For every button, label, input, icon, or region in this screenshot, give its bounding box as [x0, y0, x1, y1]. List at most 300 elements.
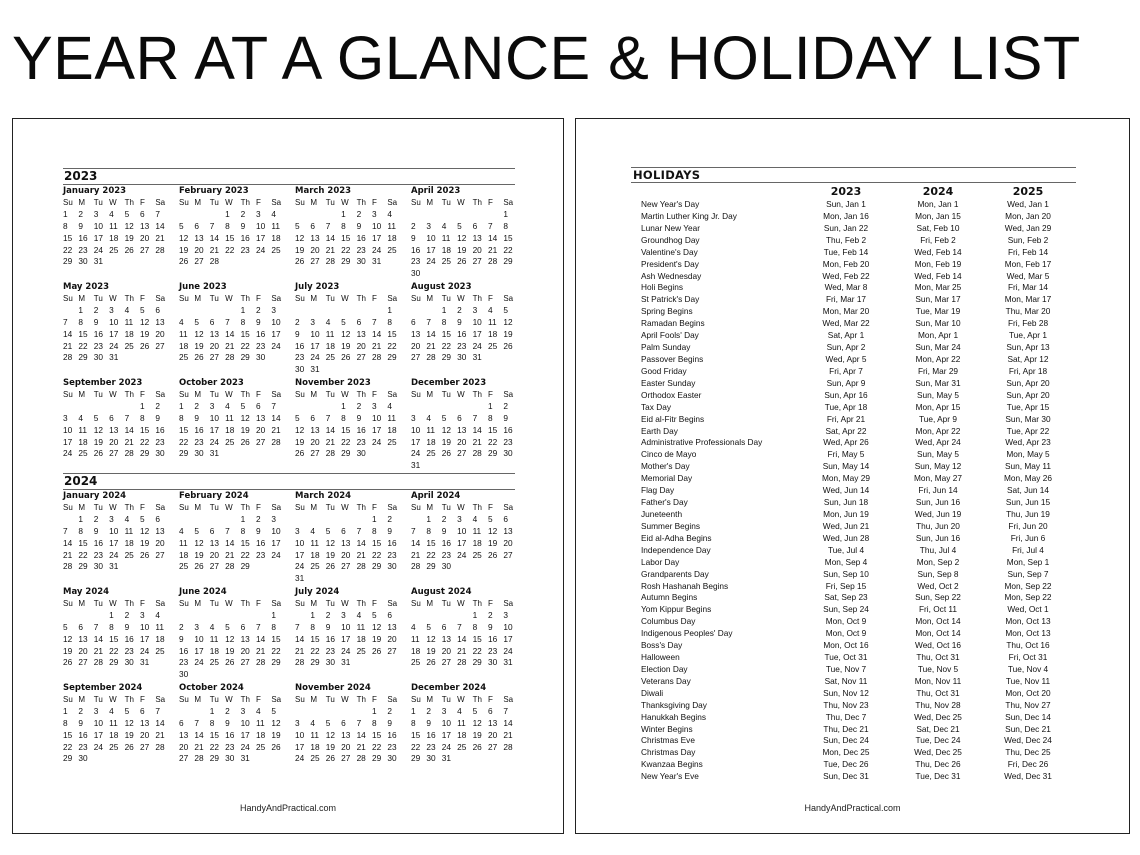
week-row — [179, 305, 287, 317]
week-row — [411, 742, 519, 754]
week-row — [411, 437, 519, 449]
day-number: 8 — [441, 316, 447, 327]
day-number: 4 — [209, 621, 215, 632]
day-number: 21 — [295, 645, 305, 656]
day-number — [295, 706, 310, 718]
weekday-label: F — [371, 390, 377, 399]
holiday-name: Cinco de Mayo — [641, 449, 697, 460]
week-row — [63, 718, 171, 730]
day-number: 9 — [356, 412, 362, 423]
day-number: 23 — [255, 549, 266, 560]
weekday-label: W — [109, 390, 117, 399]
weekday-header — [179, 694, 287, 706]
day-number: 23 — [155, 436, 165, 447]
day-number: 13 — [441, 633, 452, 644]
day-number — [488, 268, 503, 280]
month-calendar — [411, 586, 519, 669]
day-number: 8 — [310, 621, 316, 632]
weekday-label: Th — [240, 695, 250, 704]
week-row — [295, 364, 403, 376]
day-number: 7 — [255, 621, 261, 632]
day-number: 3 — [503, 609, 508, 620]
day-number: 21 — [487, 244, 498, 255]
week-row — [63, 646, 171, 658]
day-number: 6 — [194, 220, 200, 231]
day-number — [426, 305, 441, 317]
week-row — [295, 718, 403, 730]
day-number: 17 — [411, 436, 421, 447]
day-number — [503, 753, 518, 765]
day-number: 5 — [194, 525, 200, 536]
holiday-name: Thanksgiving Day — [641, 699, 707, 710]
holiday-date: Mon, Apr 15 — [915, 401, 961, 412]
day-number: 1 — [78, 513, 84, 524]
weekday-label: M — [426, 599, 434, 608]
week-row — [295, 634, 403, 646]
holiday-date: Wed, Dec 25 — [914, 711, 962, 722]
day-number: 19 — [194, 549, 204, 560]
weekday-label: Sa — [387, 503, 398, 512]
day-number: 26 — [194, 352, 204, 363]
weekday-label: Sa — [271, 503, 282, 512]
day-number: 12 — [179, 232, 189, 243]
day-number: 11 — [356, 621, 366, 632]
day-number: 20 — [472, 244, 482, 255]
day-number: 4 — [387, 208, 392, 219]
day-number: 10 — [209, 412, 220, 423]
month-name: August 2023 — [411, 282, 472, 292]
month-name: July 2023 — [295, 282, 340, 292]
day-number: 12 — [139, 525, 150, 536]
day-number: 24 — [310, 352, 320, 363]
day-number — [411, 610, 426, 622]
weekday-label: Tu — [209, 294, 219, 303]
holiday-date: Wed, Apr 26 — [823, 437, 869, 448]
weekday-label: W — [341, 503, 349, 512]
month-name: June 2024 — [179, 587, 227, 597]
day-number: 12 — [93, 424, 104, 435]
weekday-label: Su — [411, 503, 421, 512]
holiday-row — [576, 664, 1129, 676]
holiday-date: Sun, Sep 8 — [917, 568, 959, 579]
day-number: 13 — [487, 717, 498, 728]
holiday-date: Sun, Mar 10 — [915, 318, 961, 329]
day-number: 2 — [295, 316, 300, 327]
day-number: 11 — [155, 621, 164, 632]
day-number — [457, 268, 472, 280]
holiday-name: Eid al-Adha Begins — [641, 532, 712, 543]
holiday-date: Sun, Apr 20 — [1006, 377, 1050, 388]
day-number: 11 — [124, 316, 134, 327]
week-row — [295, 753, 403, 765]
weekday-label: Su — [295, 503, 305, 512]
day-number — [372, 657, 387, 669]
day-number: 21 — [325, 436, 336, 447]
day-number: 22 — [240, 549, 250, 560]
day-number: 7 — [411, 525, 416, 536]
holiday-name: Boss's Day — [641, 640, 683, 651]
weekday-label: Sa — [387, 294, 398, 303]
week-row — [411, 646, 519, 658]
day-number: 17 — [371, 232, 382, 243]
holiday-name: President's Day — [641, 258, 699, 269]
holiday-date: Sat, Apr 12 — [1007, 353, 1049, 364]
weekday-label: W — [341, 294, 349, 303]
day-number: 25 — [426, 448, 436, 459]
day-number: 10 — [271, 525, 281, 536]
holiday-name: New Year's Day — [641, 199, 700, 209]
day-number: 9 — [124, 621, 130, 632]
day-number: 25 — [387, 244, 397, 255]
weekday-label: Sa — [387, 198, 398, 207]
weekday-label: Th — [240, 390, 250, 399]
day-number — [457, 401, 472, 413]
day-number: 8 — [240, 316, 246, 327]
holiday-row — [576, 223, 1129, 235]
day-number: 16 — [387, 729, 397, 740]
day-number: 8 — [426, 525, 432, 536]
week-row — [411, 352, 519, 364]
day-number: 16 — [194, 424, 204, 435]
day-number: 26 — [503, 340, 513, 351]
day-number: 25 — [457, 741, 467, 752]
day-number — [503, 352, 518, 364]
holiday-date: Fri, Jun 14 — [918, 485, 958, 496]
day-number: 31 — [441, 753, 452, 764]
holiday-date: Wed, Oct 2 — [917, 580, 959, 591]
day-number: 11 — [441, 232, 451, 243]
holiday-name: Veterans Day — [641, 675, 691, 686]
holiday-date: Fri, Feb 14 — [1007, 246, 1049, 257]
day-number: 5 — [441, 412, 447, 423]
holiday-date: Mon, Jan 1 — [917, 199, 959, 209]
weekday-label: M — [310, 294, 318, 303]
holiday-name: Kwanzaa Begins — [641, 759, 703, 770]
day-number: 30 — [78, 753, 88, 764]
day-number: 16 — [457, 328, 467, 339]
day-number: 10 — [426, 232, 436, 243]
day-number: 15 — [240, 328, 250, 339]
weekday-header — [63, 502, 171, 514]
day-number: 8 — [503, 220, 508, 231]
day-number: 10 — [310, 328, 320, 339]
holiday-date: Wed, Apr 23 — [1005, 437, 1051, 448]
day-number: 30 — [356, 448, 366, 459]
day-number: 4 — [155, 609, 160, 620]
day-number: 16 — [255, 537, 266, 548]
week-row — [411, 256, 519, 268]
week-row — [295, 538, 403, 550]
month-calendar — [63, 281, 171, 364]
weekday-label: F — [371, 503, 377, 512]
holiday-date: Wed, Dec 25 — [914, 747, 962, 758]
day-number — [457, 209, 472, 221]
day-number: 10 — [472, 316, 482, 327]
day-number: 29 — [411, 753, 421, 764]
week-row — [63, 622, 171, 634]
day-number: 17 — [63, 436, 73, 447]
day-number — [357, 514, 372, 526]
day-number: 2 — [457, 304, 462, 315]
weekday-header — [179, 389, 287, 401]
weekday-label: Th — [124, 599, 134, 608]
month-name: April 2023 — [411, 186, 461, 196]
week-row — [179, 221, 287, 233]
weekday-label: Tu — [441, 294, 451, 303]
day-number: 14 — [487, 232, 498, 243]
day-number: 7 — [295, 621, 300, 632]
weekday-label: M — [78, 294, 86, 303]
holiday-name: Father's Day — [641, 497, 688, 508]
week-row — [63, 437, 171, 449]
day-number: 25 — [411, 657, 421, 668]
week-row — [411, 448, 519, 460]
week-row — [295, 317, 403, 329]
day-number — [326, 706, 341, 718]
holiday-row — [576, 557, 1129, 569]
holiday-date: Sun, Mar 17 — [915, 294, 961, 305]
day-number — [241, 256, 256, 268]
week-row — [295, 526, 403, 538]
week-row — [295, 437, 403, 449]
holiday-row — [576, 354, 1129, 366]
weekday-header — [295, 502, 403, 514]
day-number — [94, 753, 109, 765]
week-row — [179, 561, 287, 573]
week-row — [63, 233, 171, 245]
day-number: 20 — [194, 244, 204, 255]
week-row — [295, 425, 403, 437]
day-number — [387, 657, 402, 669]
weekday-label: Th — [124, 503, 134, 512]
day-number: 31 — [240, 753, 250, 764]
day-number: 29 — [441, 352, 452, 363]
holiday-date: Tue, Jul 4 — [827, 544, 865, 555]
holiday-date: Wed, Mar 8 — [824, 282, 868, 293]
day-number: 21 — [356, 549, 366, 560]
day-number: 12 — [124, 717, 134, 728]
day-number: 12 — [139, 316, 150, 327]
day-number — [271, 753, 286, 765]
day-number — [109, 753, 124, 765]
holiday-date: Fri, Dec 26 — [1007, 759, 1049, 770]
day-number: 28 — [209, 256, 220, 267]
day-number: 17 — [295, 549, 305, 560]
day-number: 8 — [371, 717, 377, 728]
day-number — [78, 610, 93, 622]
day-number — [442, 610, 457, 622]
weekday-label: M — [310, 390, 318, 399]
day-number: 3 — [371, 208, 377, 219]
week-row — [295, 352, 403, 364]
weekday-label: Th — [472, 198, 482, 207]
weekday-label: W — [341, 599, 349, 608]
day-number: 26 — [179, 256, 189, 267]
day-number: 15 — [341, 232, 351, 243]
day-number: 28 — [325, 256, 336, 267]
holiday-name: April Fools' Day — [641, 330, 699, 341]
day-number: 4 — [472, 513, 478, 524]
day-number: 2 — [240, 208, 246, 219]
day-number — [155, 561, 170, 573]
day-number — [442, 401, 457, 413]
day-number — [488, 209, 503, 221]
day-number: 9 — [78, 717, 84, 728]
day-number: 5 — [457, 220, 462, 231]
weekday-label: F — [255, 503, 261, 512]
day-number: 22 — [78, 340, 88, 351]
day-number: 18 — [78, 436, 88, 447]
day-number: 22 — [63, 741, 73, 752]
calendar-panel — [12, 118, 564, 834]
holiday-date: Mon, May 27 — [914, 473, 962, 484]
holiday-row — [576, 235, 1129, 247]
day-number: 12 — [295, 424, 305, 435]
year-column-header: 2024 — [922, 185, 954, 198]
day-number: 27 — [310, 256, 320, 267]
weekday-label: Tu — [325, 503, 335, 512]
weekday-label: Th — [356, 390, 366, 399]
holiday-date: Mon, May 29 — [822, 473, 870, 484]
holiday-date: Mon, Feb 20 — [822, 258, 870, 269]
weekday-header — [63, 598, 171, 610]
day-number: 12 — [225, 633, 235, 644]
holiday-date: Tue, Nov 5 — [917, 663, 959, 674]
day-number: 11 — [472, 525, 482, 536]
day-number — [256, 669, 271, 681]
day-number: 23 — [387, 741, 397, 752]
day-number: 3 — [411, 412, 416, 423]
holiday-row — [576, 759, 1129, 771]
day-number: 7 — [271, 400, 276, 411]
weekday-label: Th — [240, 503, 250, 512]
day-number: 24 — [271, 340, 281, 351]
week-row — [179, 329, 287, 341]
weekday-label: Tu — [325, 294, 335, 303]
day-number: 4 — [426, 412, 432, 423]
day-number: 28 — [63, 561, 73, 572]
weekday-label: W — [109, 503, 117, 512]
day-number — [225, 514, 240, 526]
day-number: 10 — [295, 537, 305, 548]
day-number: 25 — [109, 741, 119, 752]
day-number: 16 — [124, 633, 134, 644]
holiday-date: Fri, Apr 21 — [826, 413, 866, 424]
day-number: 8 — [179, 412, 184, 423]
week-row — [63, 425, 171, 437]
week-row — [63, 448, 171, 460]
day-number: 27 — [209, 561, 220, 572]
day-number: 1 — [78, 304, 84, 315]
day-number — [210, 669, 225, 681]
day-number: 7 — [356, 717, 362, 728]
day-number — [488, 460, 503, 472]
day-number — [326, 401, 341, 413]
day-number: 11 — [124, 525, 134, 536]
holiday-date: Fri, May 5 — [827, 449, 865, 460]
weekday-label: Th — [356, 294, 366, 303]
day-number: 21 — [356, 741, 366, 752]
day-number: 21 — [155, 729, 165, 740]
weekday-header — [295, 389, 403, 401]
day-number: 8 — [78, 316, 84, 327]
holiday-date: Sun, Jan 22 — [823, 222, 869, 233]
day-number: 10 — [457, 525, 467, 536]
week-row — [295, 657, 403, 669]
holiday-name: St Patrick's Day — [641, 294, 700, 305]
day-number: 1 — [426, 513, 432, 524]
day-number: 5 — [139, 304, 145, 315]
day-number: 31 — [310, 364, 320, 375]
weekday-label: F — [487, 695, 493, 704]
week-row — [295, 514, 403, 526]
day-number: 25 — [356, 645, 366, 656]
day-number: 19 — [179, 244, 189, 255]
day-number: 12 — [487, 525, 498, 536]
day-number: 15 — [78, 328, 88, 339]
holiday-date: Wed, Feb 14 — [914, 270, 962, 281]
day-number — [225, 669, 240, 681]
day-number: 21 — [63, 549, 73, 560]
day-number: 11 — [426, 424, 436, 435]
day-number: 24 — [503, 645, 513, 656]
day-number: 22 — [240, 340, 250, 351]
day-number: 14 — [155, 717, 165, 728]
day-number: 4 — [179, 525, 184, 536]
day-number: 23 — [93, 549, 104, 560]
weekday-label: Sa — [503, 599, 514, 608]
holiday-date: Tue, Apr 22 — [1006, 425, 1050, 436]
day-number: 30 — [411, 268, 421, 279]
day-number: 14 — [63, 537, 73, 548]
day-number: 2 — [179, 621, 184, 632]
day-number: 27 — [194, 256, 204, 267]
day-number — [310, 573, 325, 585]
weekday-label: F — [139, 390, 145, 399]
day-number: 7 — [155, 705, 160, 716]
holiday-name: Rosh Hashanah Begins — [641, 580, 729, 591]
holiday-name: Columbus Day — [641, 616, 696, 627]
day-number: 25 — [387, 436, 397, 447]
week-row — [63, 706, 171, 718]
week-row — [179, 526, 287, 538]
year-heading: 2023 — [63, 168, 515, 185]
day-number: 7 — [194, 717, 200, 728]
day-number: 2 — [441, 513, 447, 524]
day-number: 22 — [371, 741, 382, 752]
day-number: 4 — [310, 525, 316, 536]
day-number: 29 — [341, 256, 351, 267]
day-number: 16 — [179, 645, 189, 656]
weekday-label: M — [78, 198, 86, 207]
weekday-label: Tu — [93, 198, 103, 207]
day-number: 27 — [155, 340, 165, 351]
weekday-header — [179, 502, 287, 514]
day-number: 15 — [503, 232, 513, 243]
weekday-label: Th — [240, 294, 250, 303]
holiday-name: Martin Luther King Jr. Day — [641, 210, 737, 221]
weekday-label: Sa — [271, 198, 282, 207]
holiday-date: Mon, Jun 19 — [823, 508, 869, 519]
day-number: 9 — [441, 525, 447, 536]
holiday-date: Sun, Sep 24 — [823, 604, 869, 615]
day-number: 5 — [487, 513, 493, 524]
day-number — [125, 753, 140, 765]
day-number: 24 — [295, 561, 305, 572]
week-row — [295, 401, 403, 413]
holiday-name: Grandparents Day — [641, 568, 709, 579]
day-number: 11 — [179, 328, 188, 339]
